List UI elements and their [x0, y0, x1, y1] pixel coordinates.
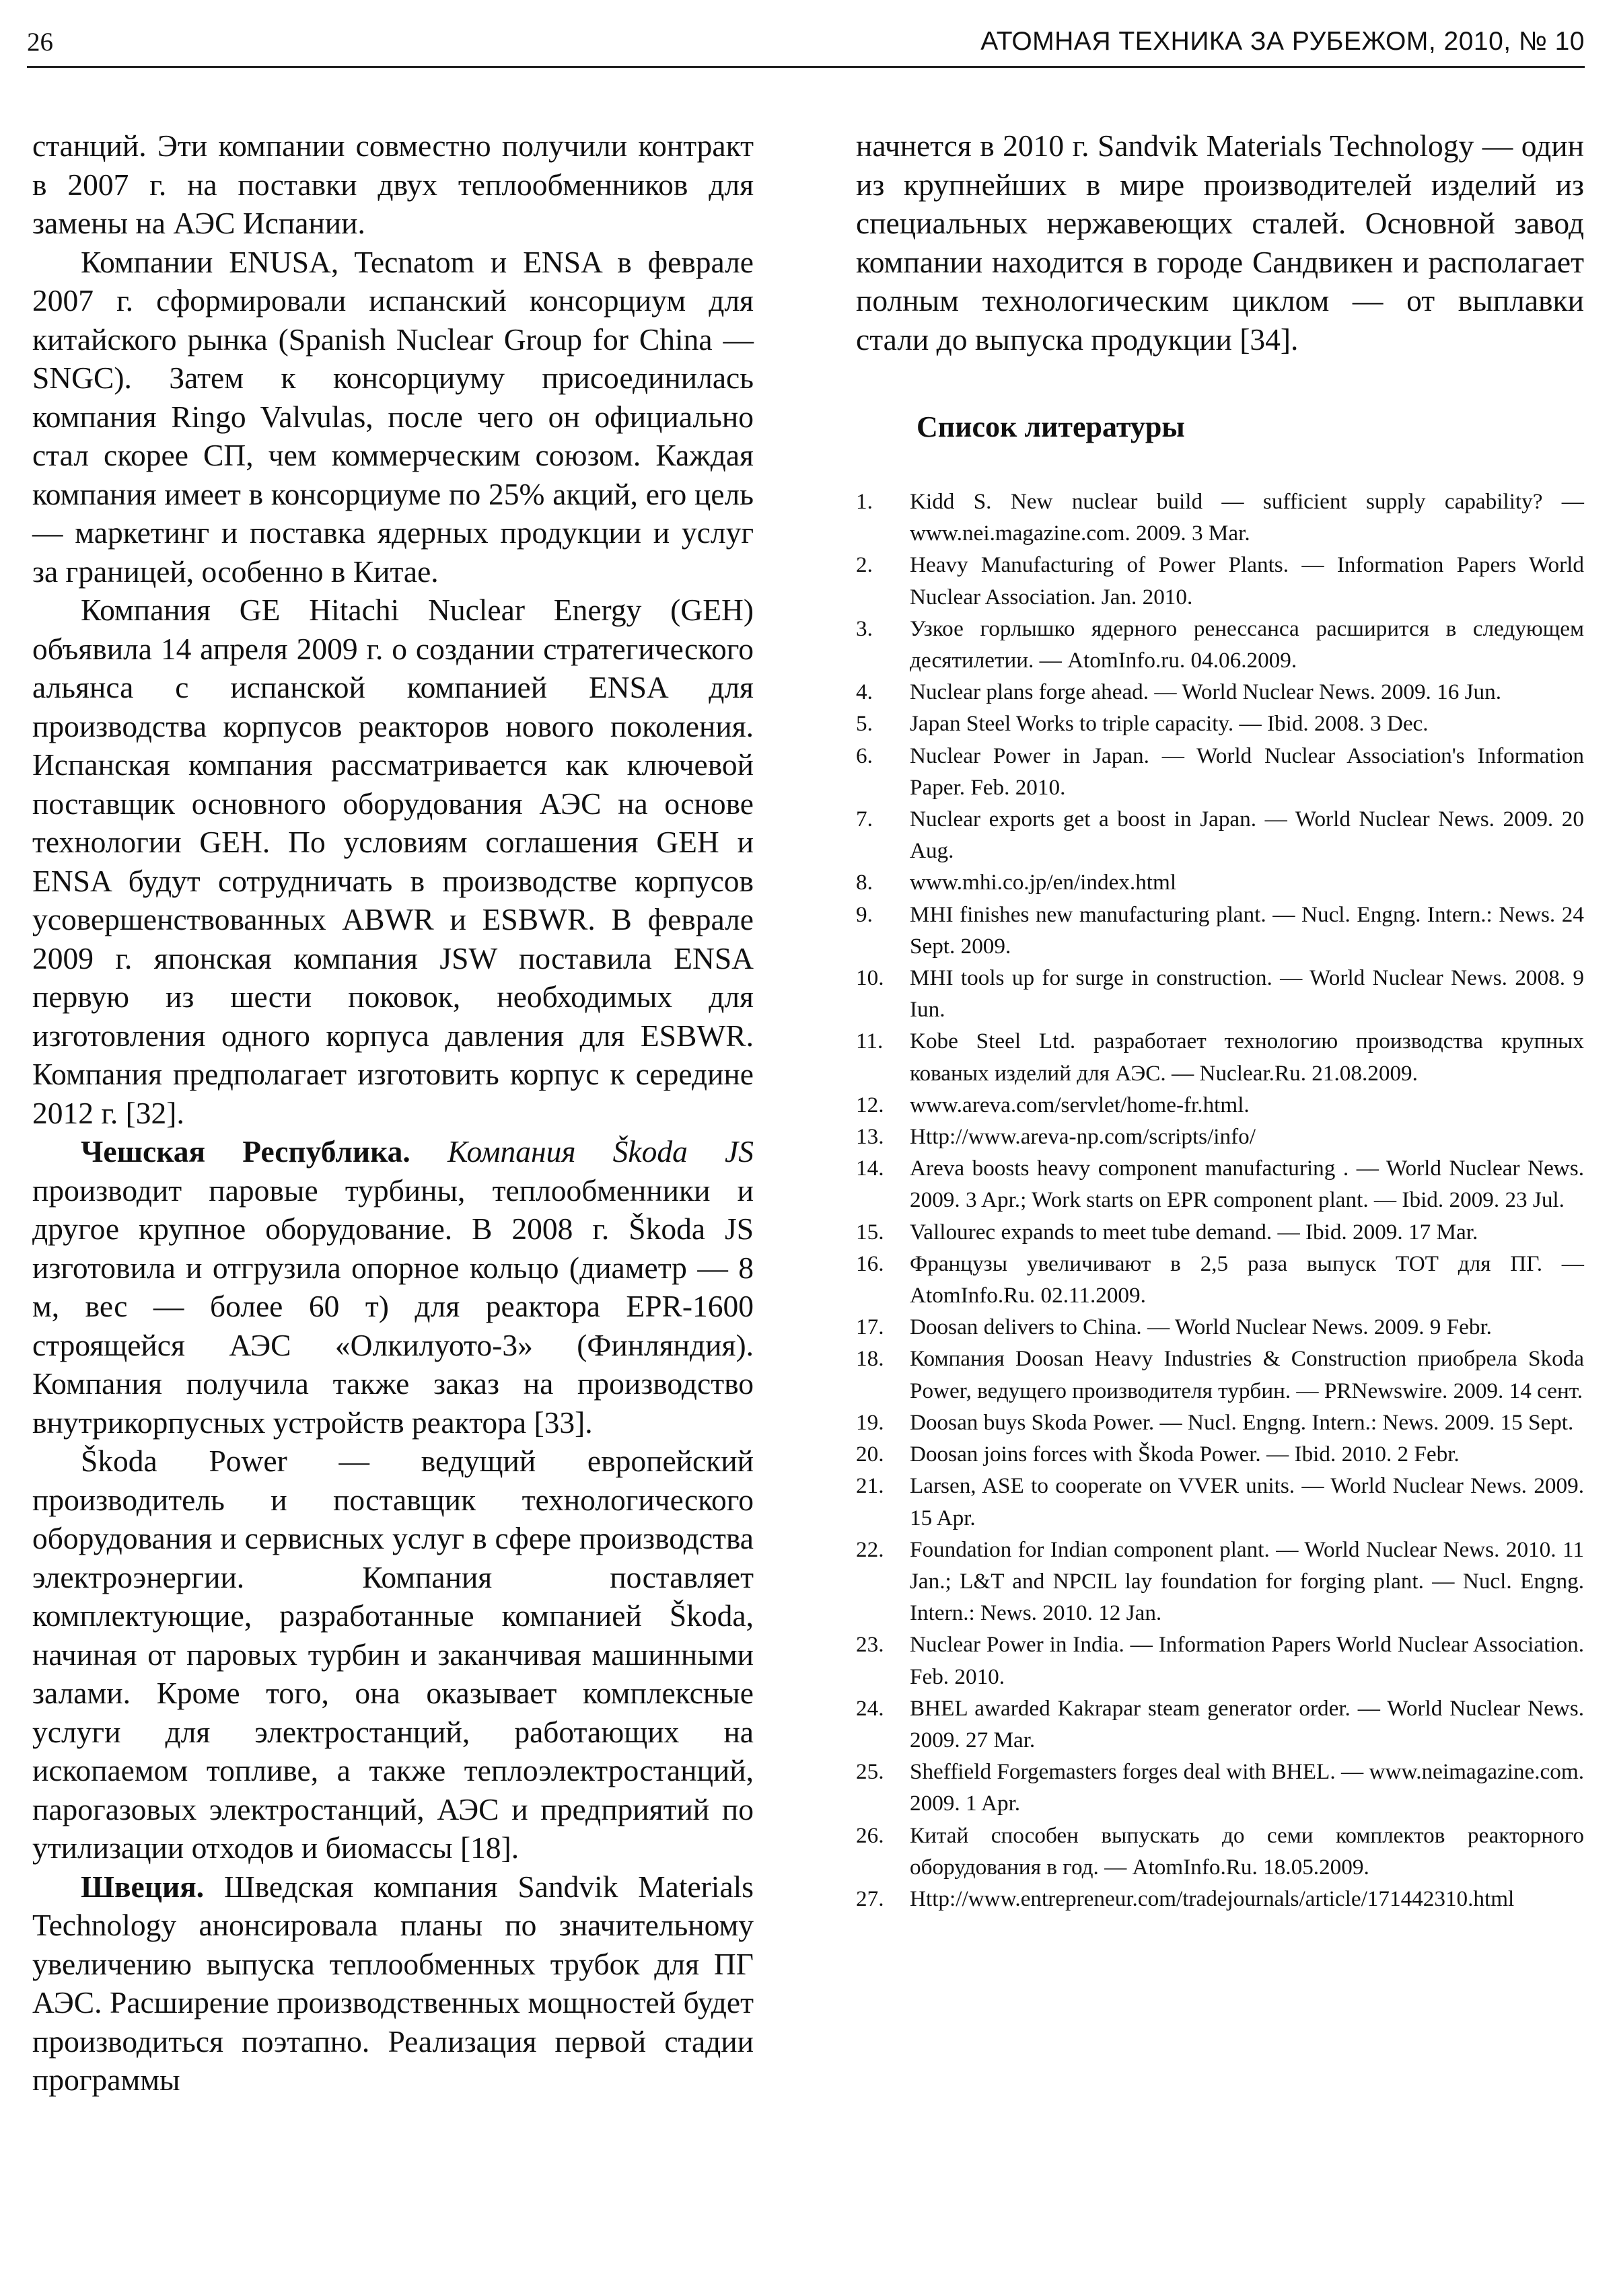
reference-text: Heavy Manufacturing of Power Plants. — Information Papers World Nuclear Association. Jan. 2010. — [910, 552, 1584, 609]
page-header — [27, 27, 1585, 68]
reference-text: Foundation for Indian component plant. — World Nuclear News. 2010. 11 Jan.; L&T and NPCIL lay foundation for forging plant. — Nucl. Engng. Intern.: News. 2010. 12 Jan. — [910, 1536, 1584, 1626]
paragraph-sweden — [32, 1867, 754, 2100]
section-heading-sweden: Швеция. — [81, 1869, 205, 1904]
page-number: 26 — [27, 28, 53, 57]
reference-text: Nuclear plans forge ahead. — World Nuclear News. 2009. 16 Jun. — [910, 679, 1502, 705]
reference-text: Узкое горлышко ядерного ренессанса расширится в следующем десятилетии. — AtomInfo.ru. 04.06.2009. — [910, 616, 1584, 673]
reference-item — [856, 1343, 1584, 1406]
reference-number: 1. — [856, 489, 873, 514]
paragraph-sngc: Компании ENUSA, Tecnatom и ENSA в феврале 2007 г. сформировали испанский консорциум для китайского рынка (Spanish Nuclear Group for China — SNGC). Затем к консорциуму присоединилась компания Ringo Valvulas, после чего он официально стал скорее СП, чем коммерческим союзом. Каждая компания имеет в консорциуме по 25% акций, его цель — маркетинг и поставка ядерных продукции и услуг за границей, особенно в Китае. — [32, 244, 754, 589]
reference-number: 19. — [856, 1409, 884, 1435]
paragraph-czech — [32, 1132, 754, 1442]
reference-text: Http://www.areva-np.com/scripts/info/ — [910, 1124, 1256, 1150]
reference-text: Doosan joins forces with Škoda Power. — Ibid. 2010. 2 Febr. — [910, 1442, 1460, 1467]
reference-item — [856, 1470, 1584, 1533]
reference-number: 14. — [856, 1156, 884, 1181]
reference-text: Kidd S. New nuclear build — sufficient supply capability? — www.nei.magazine.com. 2009. 3 Mar. — [910, 489, 1584, 546]
reference-item — [856, 1248, 1584, 1311]
reference-text: Vallourec expands to meet tube demand. — Ibid. 2009. 17 Mar. — [910, 1219, 1478, 1245]
reference-item — [856, 1693, 1584, 1756]
reference-item — [856, 1756, 1584, 1819]
czech-text: производит паровые турбины, теплообменники и другое крупное оборудование. В 2008 г. Škoda JS изготовила и отгрузила опорное кольцо (диаметр — 8 м, вес — более 60 т) для реактора EPR-1600 строящейся АЭС «Олкилуото-3» (Финляндия). Компания получила также заказ на производство внутрикорпусных устройств реактора [33]. — [32, 1173, 754, 1440]
reference-number: 5. — [856, 711, 873, 737]
reference-text: Http://www.entrepreneur.com/tradejournals/article/171442310.html — [910, 1886, 1515, 1911]
reference-item — [856, 1025, 1584, 1088]
reference-text: MHI finishes new manufacturing plant. — Nucl. Engng. Intern.: News. 24 Sept. 2009. — [910, 901, 1584, 959]
reference-item — [856, 1883, 1584, 1915]
reference-item — [856, 1438, 1584, 1470]
paragraph-geh: Компания GE Hitachi Nuclear Energy (GEH) объявила 14 апреля 2009 г. о создании стратегического альянса с испанской компанией ENSA для производства корпусов реакторов нового поколения. Испанская компания рассматривается как ключевой поставщик основного оборудования АЭС на основе технологии GEH. По условиям соглашения GEH и ENSA будут сотрудничать в производстве корпусов усовершенствованных ABWR и ESBWR. В феврале 2009 г. японская компания JSW поставила ENSA первую из шести поковок, необходимых для изготовления одного корпуса давления для ESBWR. Компания предполагает изготовить корпус к середине 2012 г. [32]. — [32, 593, 754, 1130]
reference-item — [856, 962, 1584, 1025]
reference-number: 9. — [856, 901, 873, 927]
reference-number: 3. — [856, 616, 873, 641]
reference-text: www.mhi.co.jp/en/index.html — [910, 870, 1177, 895]
reference-item — [856, 1311, 1584, 1343]
reference-text: Компания Doosan Heavy Industries & Construction приобрела Skoda Power, ведущего производителя турбин. — PRNewswire. 2009. 14 сент. — [910, 1346, 1584, 1403]
reference-number: 4. — [856, 679, 873, 705]
reference-number: 2. — [856, 552, 873, 578]
reference-number: 24. — [856, 1695, 884, 1721]
reference-item — [856, 1820, 1584, 1883]
reference-item — [856, 1407, 1584, 1438]
reference-item — [856, 613, 1584, 676]
reference-text: MHI tools up for surge in construction. — World Nuclear News. 2008. 9 Iun. — [910, 965, 1584, 1023]
reference-item — [856, 803, 1584, 866]
reference-item — [856, 1152, 1584, 1216]
reference-item — [856, 1216, 1584, 1248]
reference-number: 7. — [856, 807, 873, 832]
reference-number: 16. — [856, 1251, 884, 1276]
sweden-text: Шведская компания Sandvik Materials Technology анонсировала планы по значительному увеличению выпуска теплообменных трубок для ПГ АЭС. Расширение производственных мощностей будет производиться поэтапно. Реализация первой стадии программы — [32, 1869, 754, 2097]
reference-text: Французы увеличивают в 2,5 раза выпуск ТОТ для ПГ. — AtomInfo.Ru. 02.11.2009. — [910, 1251, 1584, 1308]
reference-text: Китай способен выпускать до семи комплектов реакторного оборудования в год. — AtomInfo.Ru. 18.05.2009. — [910, 1822, 1584, 1880]
reference-item — [856, 676, 1584, 708]
reference-text: Japan Steel Works to triple capacity. — Ibid. 2008. 3 Dec. — [910, 711, 1429, 737]
reference-text: Nuclear Power in India. — Information Papers World Nuclear Association. Feb. 2010. — [910, 1632, 1584, 1689]
reference-number: 6. — [856, 743, 873, 768]
reference-number: 20. — [856, 1442, 884, 1467]
reference-text: Kobe Steel Ltd. разработает технологию производства крупных кованых изделий для АЭС. — Nuclear.Ru. 21.08.2009. — [910, 1029, 1584, 1086]
reference-item — [856, 1534, 1584, 1629]
reference-number: 22. — [856, 1536, 884, 1562]
right-column — [856, 126, 1584, 1915]
reference-number: 15. — [856, 1219, 884, 1245]
references-list — [856, 486, 1584, 1915]
reference-text: Doosan buys Skoda Power. — Nucl. Engng. Intern.: News. 2009. 15 Sept. — [910, 1409, 1574, 1435]
reference-text: Sheffield Forgemasters forges deal with BHEL. — www.neimagazine.com. 2009. 1 Apr. — [910, 1759, 1584, 1816]
paragraph-sandvik-continued: начнется в 2010 г. Sandvik Materials Technology — один из крупнейших в мире производителей изделий из специальных нержавеющих сталей. Основной завод компании находится в городе Сандвикен и располагает полным технологическим циклом — от выплавки стали до выпуска продукции [34]. — [856, 128, 1584, 357]
reference-text: Doosan delivers to China. — World Nuclear News. 2009. 9 Febr. — [910, 1314, 1492, 1340]
reference-number: 8. — [856, 870, 873, 895]
reference-text: Areva boosts heavy component manufacturing . — World Nuclear News. 2009. 3 Apr.; Work starts on EPR component plant. — Ibid. 2009. 23 Jul. — [910, 1156, 1584, 1213]
reference-number: 26. — [856, 1822, 884, 1848]
reference-number: 18. — [856, 1346, 884, 1372]
paragraph-skoda-power: Škoda Power — ведущий европейский производитель и поставщик технологического оборудования и сервисных услуг в сфере производства электроэнергии. Компания поставляет комплектующие, разработанные компанией Škoda, начиная от паровых турбин и заканчивая машинными залами. Кроме того, она оказывает комплексные услуги для электростанций, работающих на ископаемом топливе, а также теплоэлектростанций, парогазовых электростанций, АЭС и предприятий по утилизации отходов и биомассы [18]. — [32, 1444, 754, 1865]
reference-number: 10. — [856, 965, 884, 991]
reference-item — [856, 740, 1584, 803]
reference-number: 12. — [856, 1092, 884, 1117]
reference-text: Larsen, ASE to cooperate on VVER units. — World Nuclear News. 2009. 15 Apr. — [910, 1473, 1584, 1530]
reference-item — [856, 1629, 1584, 1692]
reference-number: 27. — [856, 1886, 884, 1911]
reference-number: 23. — [856, 1632, 884, 1658]
company-skoda-js: Компания Škoda JS — [447, 1134, 754, 1169]
reference-item — [856, 1121, 1584, 1152]
reference-text: BHEL awarded Kakrapar steam generator order. — World Nuclear News. 2009. 27 Mar. — [910, 1695, 1584, 1752]
reference-text: www.areva.com/servlet/home-fr.html. — [910, 1092, 1250, 1117]
reference-item — [856, 1089, 1584, 1121]
left-column — [32, 126, 754, 2100]
reference-number: 25. — [856, 1759, 884, 1785]
references-title: Список литературы — [917, 410, 1185, 443]
reference-number: 13. — [856, 1124, 884, 1150]
reference-item — [856, 486, 1584, 549]
journal-title: АТОМНАЯ ТЕХНИКА ЗА РУБЕЖОМ, 2010, № 10 — [980, 27, 1585, 56]
reference-text: Nuclear exports get a boost in Japan. — World Nuclear News. 2009. 20 Aug. — [910, 807, 1584, 864]
paragraph-intro: станций. Эти компании совместно получили контракт в 2007 г. на поставки двух теплообменников для замены на АЭС Испании. — [32, 128, 754, 240]
reference-number: 11. — [856, 1029, 884, 1054]
reference-item — [856, 899, 1584, 962]
reference-item — [856, 549, 1584, 612]
reference-item — [856, 866, 1584, 898]
reference-text: Nuclear Power in Japan. — World Nuclear Association's Information Paper. Feb. 2010. — [910, 743, 1584, 800]
reference-number: 21. — [856, 1473, 884, 1499]
section-heading-czech: Чешская Республика. — [81, 1134, 410, 1169]
reference-item — [856, 708, 1584, 739]
reference-number: 17. — [856, 1314, 884, 1340]
